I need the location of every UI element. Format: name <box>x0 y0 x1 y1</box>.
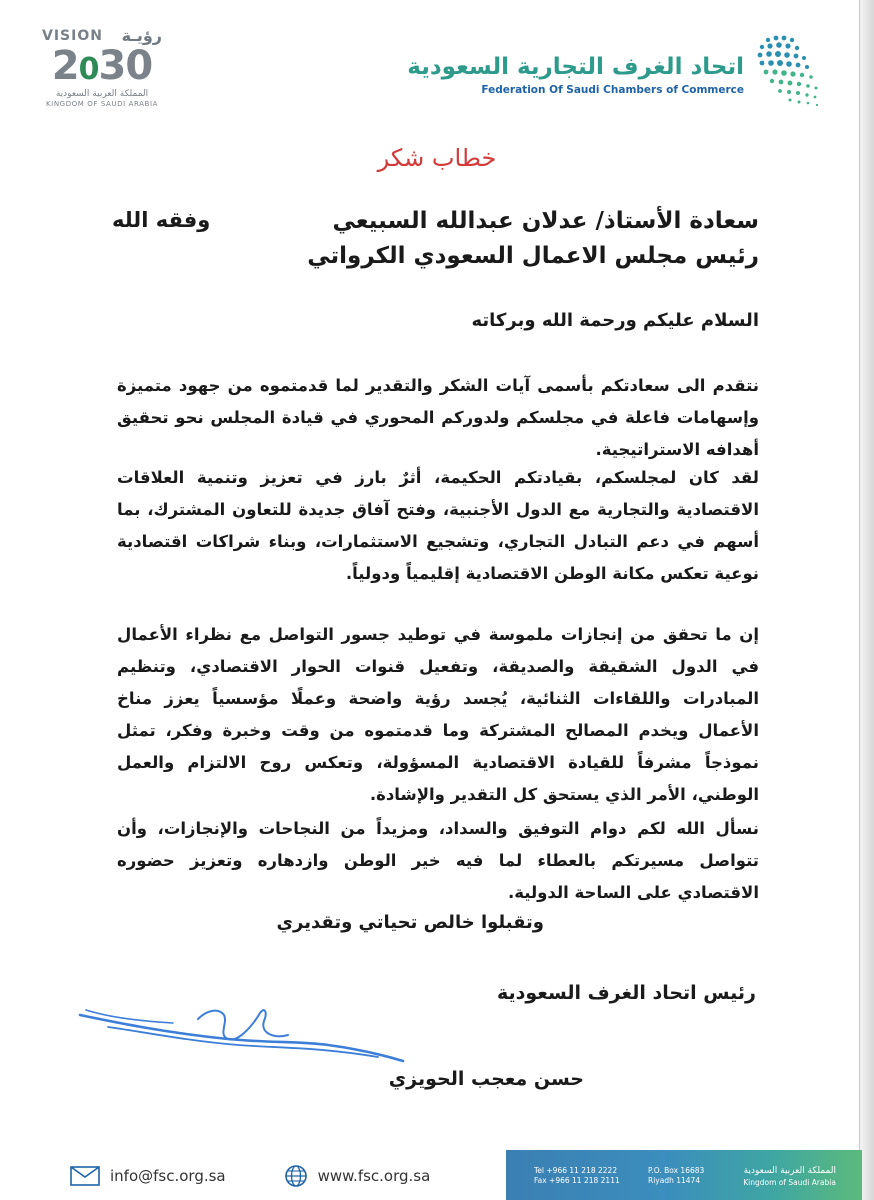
footer-city: Riyadh 11474 <box>648 1176 701 1185</box>
federation-dots-icon <box>750 32 830 110</box>
vision-en: VISION <box>42 27 103 44</box>
paragraph-2: لقد كان لمجلسكم، بقيادتكم الحكيمة، أثرٌ بارز في تعزيز وتنمية العلاقات الاقتصادية والتجارية مع الدول الأجنبية، وفتح آفاق جديدة للتعاون المشترك، بما أسهم في دعم التبادل التجاري، وتشجيع الاستثمارات، وبناء شراكات اقتصادية نوعية تعكس مكانة الوطن الاقتصادية إقليمياً ودولياً. <box>117 468 759 583</box>
footer-kingdom-en: Kingdom of Saudi Arabia <box>743 1178 836 1187</box>
footer-address-block <box>648 1166 704 1186</box>
page-edge-line <box>859 0 860 1200</box>
addressee-suffix: وفقه الله <box>112 208 211 232</box>
vision-year-30: 30 <box>98 43 153 89</box>
addressee-position: رئيس مجلس الاعمال السعودي الكرواتي <box>307 243 759 269</box>
vision-year <box>42 43 162 89</box>
vision-kingdom-ar: المملكة العربية السعودية <box>55 89 149 99</box>
footer-contacts <box>70 1162 488 1190</box>
paragraph-4: نسأل الله لكم دوام التوفيق والسداد، ومزيداً من النجاحات والإنجازات، وأن تتواصل مسيرتكم بالعطاء لما فيه خير الوطن وازدهاره وتعزيز حضوره الاقتصادي على الساحة الدولية. <box>117 819 759 902</box>
greeting: السلام عليكم ورحمة الله وبركاته <box>471 310 759 331</box>
vision-year-2: 2 <box>51 43 79 89</box>
footer-kingdom-ar: المملكة العربية السعودية <box>743 1166 836 1176</box>
letter-title: خطاب شكر <box>377 144 497 172</box>
addressee-name: سعادة الأستاذ/ عدلان عبدالله السبيعي <box>332 208 759 234</box>
footer-email[interactable] <box>70 1166 226 1186</box>
paragraph-3: إن ما تحقق من إنجازات ملموسة في توطيد جسور التواصل مع نظراء الأعمال في الدول الشقيقة والصديقة، وتفعيل قنوات الحوار الاقتصادي، وتنظيم المبادرات واللقاءات الثنائية، يُجسد رؤية واضحة وعملًا مؤسسياً يعزز مناخ الأعمال ويخدم المصالح المشتركة وما قدمتموه من وقت وخبرة وفكر، تمثل نموذجاً مشرفاً للقيادة الاقتصادية المسؤولة، وتعكس روح الالتزام والعمل الوطني، الأمر الذي يستحق كل التقدير والإشادة. <box>117 625 759 804</box>
footer-email-text: info@fsc.org.sa <box>110 1167 226 1185</box>
signatory-title: رئيس اتحاد الغرف السعودية <box>496 982 756 1004</box>
federation-name-en: Federation Of Saudi Chambers of Commerce <box>481 84 744 96</box>
vision-palm-emblem-icon: 0 <box>78 52 99 87</box>
federation-name-ar: اتحاد الغرف التجارية السعودية <box>407 54 744 80</box>
footer-tel: Tel +966 11 218 2222 <box>534 1166 618 1175</box>
footer-website[interactable] <box>284 1164 431 1188</box>
signatory-name: حسن معجب الحويزي <box>388 1068 584 1090</box>
paragraph-1: نتقدم الى سعادتكم بأسمى آيات الشكر والتقدير لما قدمتموه من جهود متميزة وإسهامات فاعلة في مجلسكم ولدوركم المحوري في قيادة المجلس نحو تحقيق أهدافه الاستراتيجية. <box>117 376 759 459</box>
footer-band <box>506 1150 862 1200</box>
footer-fax: Fax +966 11 218 2111 <box>534 1176 620 1185</box>
footer-phone-block <box>534 1166 620 1186</box>
vision-2030-logo <box>42 26 162 106</box>
footer-po-box: P.O. Box 16683 <box>648 1166 705 1175</box>
footer-kingdom-block <box>728 1166 836 1188</box>
federation-logo <box>407 32 830 112</box>
closing-line: وتقبلوا خالص تحياتي وتقديري <box>276 912 544 933</box>
vision-kingdom-en: KINGDOM OF SAUDI ARABIA <box>45 100 159 108</box>
footer-website-text: www.fsc.org.sa <box>317 1167 431 1185</box>
handwritten-signature <box>78 1005 408 1075</box>
globe-icon <box>284 1164 308 1188</box>
page-edge <box>860 0 874 1200</box>
vision-ar: رؤيـة <box>121 26 162 45</box>
mail-icon <box>70 1166 100 1186</box>
